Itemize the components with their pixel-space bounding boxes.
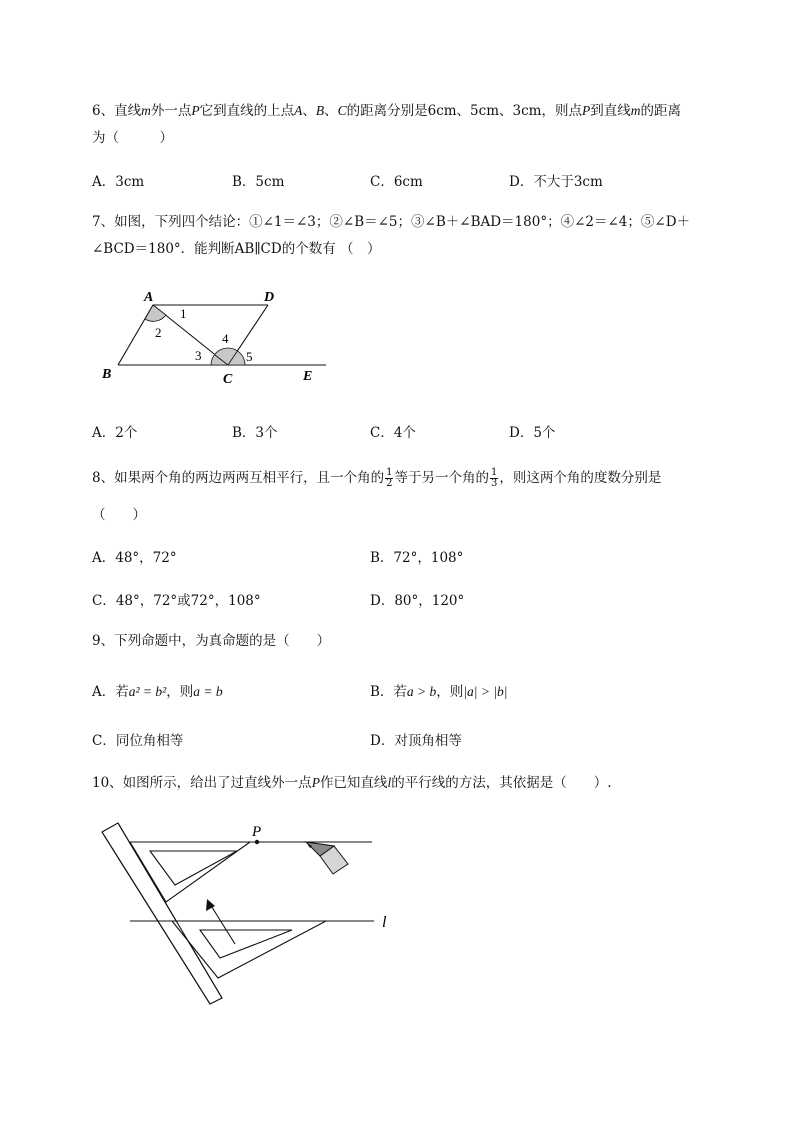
label-angle-3: 3 — [195, 348, 202, 363]
angle-arc-c — [211, 348, 245, 365]
q6-text: 到直线 — [590, 103, 631, 119]
q8-stem-line1 — [92, 466, 661, 489]
q7-option-d: D．5个 — [509, 425, 556, 441]
label-angle-5: 5 — [246, 349, 253, 364]
q6-text: 外一点 — [150, 103, 192, 119]
q6-text: 它到直线的上点 — [199, 103, 295, 119]
angle-arc-a — [145, 305, 166, 321]
q9-option-c: C．同位角相等 — [92, 733, 184, 749]
label-p: P — [252, 824, 262, 840]
q6-var-m: m — [630, 103, 641, 118]
q10-text: 的平行线的方法，其依据是（ ）. — [391, 775, 612, 791]
q6-option-b: B．5cm — [232, 174, 285, 190]
label-a: A — [144, 290, 154, 305]
q10-stem — [92, 771, 612, 791]
label-c: C — [223, 372, 233, 387]
q7-stem-line1: 7、如图，下列四个结论：①∠1＝∠3；②∠B＝∠5；③∠B＋∠BAD＝180°；④∠2＝∠4；⑤∠D＋ — [92, 214, 691, 230]
label-e: E — [303, 369, 313, 384]
q7-option-a: A．2个 — [92, 425, 138, 441]
q9-text: A．若 — [92, 684, 129, 700]
fraction-denominator: 3 — [490, 478, 498, 489]
q7-option-c: C．4个 — [370, 425, 416, 441]
q8-text: 8、如果两个角的两边两两互相平行，且一个角的 — [92, 470, 385, 486]
q8-stem-line2: （ ） — [92, 507, 146, 523]
fraction-denominator: 2 — [386, 478, 393, 489]
fraction-one-half — [385, 468, 393, 489]
q6-var-c: C — [337, 103, 347, 118]
label-b: B — [102, 367, 112, 382]
q9-option-b — [370, 680, 508, 700]
q6-var-p: P — [191, 103, 200, 118]
q8-option-b: B．72°，108° — [370, 550, 464, 566]
q9-math: a = b — [193, 684, 223, 699]
q9-math: |a| > |b| — [463, 684, 508, 699]
label-l: l — [382, 914, 387, 931]
q6-separator: 、 — [324, 103, 338, 119]
label-angle-1: 1 — [180, 306, 187, 321]
q6-text: 6、直线 — [92, 103, 142, 119]
q6-option-c: C．6cm — [370, 174, 423, 190]
fraction-one-third — [490, 468, 498, 489]
fraction-numerator: 1 — [386, 467, 393, 478]
q9-option-a — [92, 680, 223, 700]
q9-math: a² = b² — [128, 684, 167, 699]
q6-var-a: A — [294, 103, 303, 118]
label-d: D — [264, 290, 275, 305]
q6-text: 的距离分别是6cm、5cm、3cm，则点 — [346, 103, 582, 119]
label-angle-4: 4 — [222, 331, 229, 346]
q8-text: 等于另一个角的 — [394, 470, 489, 486]
q9-text: B．若 — [370, 684, 407, 700]
q6-option-a: A．3cm — [92, 174, 145, 190]
point-p — [255, 840, 259, 844]
fraction-numerator: 1 — [490, 467, 498, 478]
q10-text: 10、如图所示，给出了过直线外一点 — [92, 775, 312, 791]
q10-figure — [100, 818, 400, 1010]
q9-option-d: D．对顶角相等 — [370, 733, 462, 749]
q9-text: ，则 — [166, 684, 194, 700]
q9-math: a > b — [406, 684, 437, 699]
q8-option-a: A．48°，72° — [92, 550, 177, 566]
q6-stem-line1 — [92, 99, 681, 119]
label-angle-2: 2 — [155, 325, 162, 340]
q10-var-p: P — [311, 775, 320, 790]
q6-separator: 、 — [302, 103, 316, 119]
q6-var-p: P — [581, 103, 591, 118]
q6-option-d: D．不大于3cm — [509, 174, 603, 190]
q6-var-m: m — [141, 103, 151, 118]
q7-option-b: B．3个 — [232, 425, 278, 441]
q8-option-d: D．80°，120° — [370, 593, 465, 609]
q9-text: ，则 — [436, 684, 464, 700]
q9-stem: 9、下列命题中，为真命题的是（ ） — [92, 633, 331, 649]
q8-text: ，则这两个角的度数分别是 — [499, 470, 662, 486]
q7-figure — [98, 285, 338, 390]
q6-stem-line2: 为（ ） — [92, 130, 173, 146]
q7-stem-line2: ∠BCD＝180°．能判断AB∥CD的个数有 （ ） — [92, 241, 381, 257]
q10-var-l: l — [387, 775, 392, 790]
q8-option-c: C．48°，72°或72°，108° — [92, 593, 261, 609]
q6-var-b: B — [315, 103, 325, 118]
q6-text: 的距离 — [640, 103, 681, 119]
q10-text: 作已知直线 — [319, 775, 388, 791]
pencil-icon — [306, 842, 348, 874]
